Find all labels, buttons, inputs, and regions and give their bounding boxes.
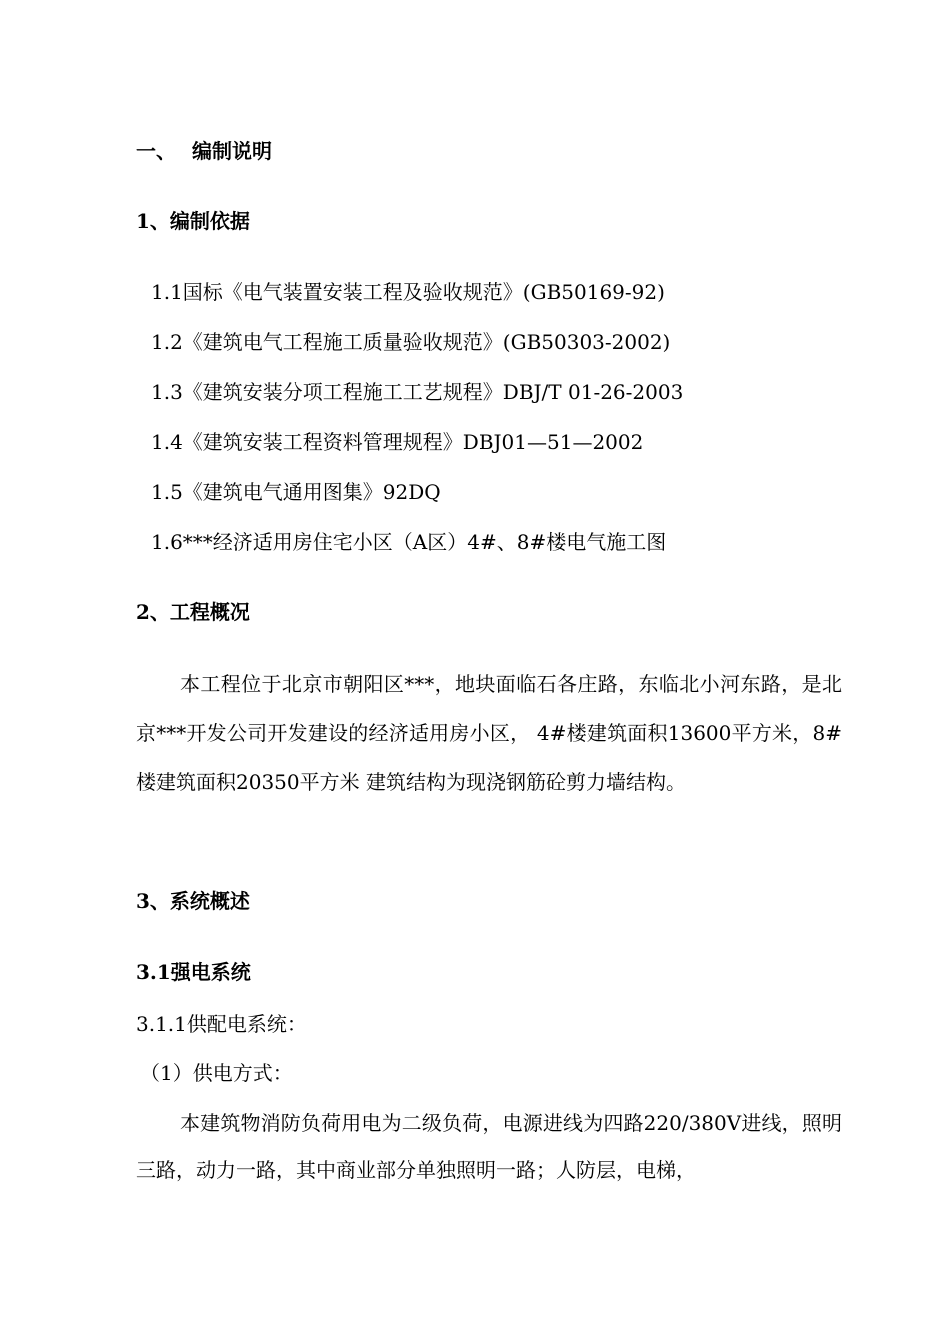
- basis-item-1: 1.1国标《电气装置安装工程及验收规范》(GB50169-92): [151, 280, 665, 304]
- basis-heading: 1、编制依据: [136, 209, 250, 233]
- supply-system-heading: 3.1.1供配电系统：: [136, 1012, 307, 1036]
- supply-paragraph: 本建筑物消防负荷用电为二级负荷，电源进线为四路220/380V进线，照明三路，动力一路，其中商业部分单独照明一路；人防层，电梯，: [136, 1111, 842, 1182]
- section-1-number: 一、: [136, 139, 176, 163]
- basis-item-2: 1.2《建筑电气工程施工质量验收规范》(GB50303-2002): [151, 330, 671, 354]
- system-heading: 3、系统概述: [136, 889, 250, 913]
- section-1-heading: [136, 137, 272, 165]
- supply-mode-heading: （1）供电方式：: [140, 1061, 293, 1085]
- overview-paragraph: 本工程位于北京市朝阳区***，地块面临石各庄路，东临北小河东路，是北京***开发公司开发建设的经济适用房小区， 4#楼建筑面积13600平方米，8#楼建筑面积20350平方米 建筑结构为现浇钢筋砼剪力墙结构。: [136, 672, 842, 794]
- basis-item-4: 1.4《建筑安装工程资料管理规程》DBJ01—51—2002: [151, 430, 644, 454]
- basis-item-5: 1.5《建筑电气通用图集》92DQ: [151, 480, 441, 504]
- overview-heading: 2、工程概况: [136, 600, 250, 624]
- strong-current-heading: 3.1强电系统: [136, 960, 251, 984]
- basis-item-6: 1.6***经济适用房住宅小区（A区）4#、8#楼电气施工图: [151, 530, 667, 554]
- basis-item-3: 1.3《建筑安装分项工程施工工艺规程》DBJ/T 01-26-2003: [151, 380, 684, 404]
- section-1-title: 编制说明: [192, 139, 272, 163]
